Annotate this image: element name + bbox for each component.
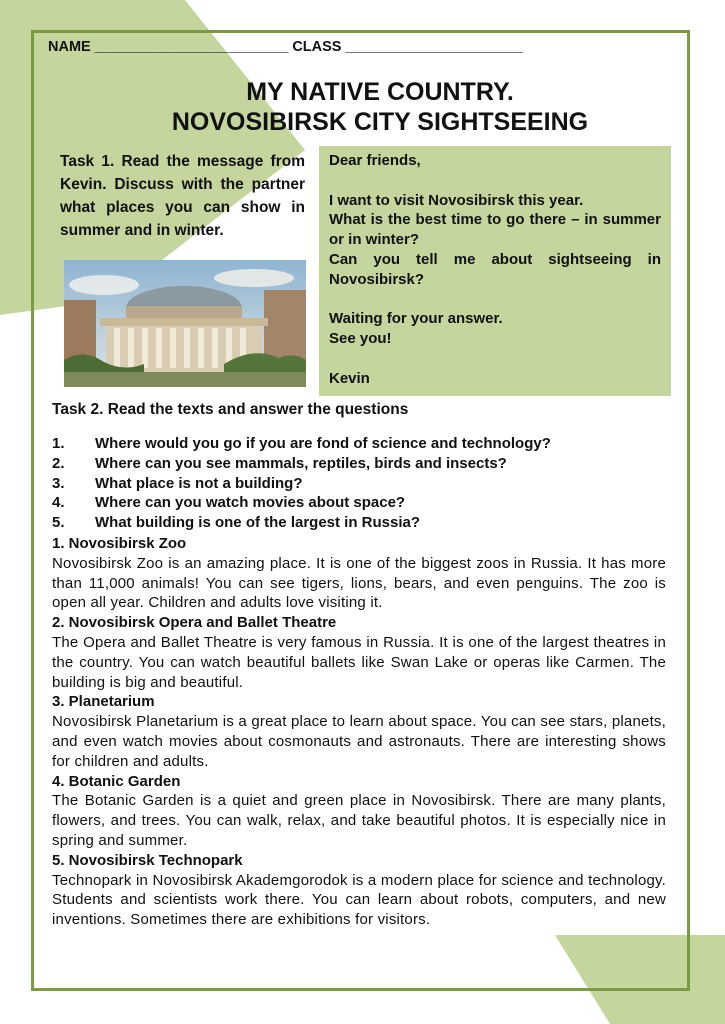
section-heading: 2. Novosibirsk Opera and Ballet Theatre (52, 614, 337, 632)
kevin-message (319, 146, 671, 396)
section-body: Novosibirsk Zoo is an amazing place. It is one of the biggest zoos in Russia. It has more than 11,000 animals! You can see tigers, lions, bears, and even penguins. The zoo is open all year. Children and adults love visiting it. (52, 554, 666, 612)
text-section-zoo (52, 534, 666, 613)
question-number: 5. (52, 514, 65, 532)
question-item (52, 435, 672, 455)
page-title-line2: NOVOSIBIRSK CITY SIGHTSEEING (171, 108, 589, 136)
text-section-botanic-garden (52, 772, 666, 851)
opera-theatre-photo (64, 260, 306, 387)
question-number: 4. (52, 494, 65, 512)
letter-line: I want to visit Novosibirsk this year. (329, 191, 584, 209)
text-section-opera (52, 613, 666, 692)
letter-line: Waiting for your answer. (329, 310, 503, 328)
section-body: The Opera and Ballet Theatre is very famous in Russia. It is one of the largest theatres in the country. You can watch beautiful ballets like Swan Lake or operas like Carmen. The building is big and beautiful. (52, 633, 666, 691)
question-number: 2. (52, 454, 65, 472)
question-text: What place is not a building? (95, 474, 303, 492)
letter-greeting: Dear friends, (329, 152, 421, 169)
question-text: Where can you watch movies about space? (95, 494, 406, 512)
text-section-planetarium (52, 692, 666, 771)
section-body: Novosibirsk Planetarium is a great place to learn about space. You can see stars, planets, and even watch movies about cosmonauts and astronauts. There are interesting shows for children and adults. (52, 713, 666, 770)
question-number: 3. (52, 474, 65, 492)
letter-line: See you! (329, 330, 392, 348)
question-item (52, 455, 672, 475)
reading-texts (52, 534, 666, 930)
question-item (52, 475, 672, 495)
class-blank: ______________________ (345, 39, 523, 55)
letter-line: What is the best time to go there – in summer or in winter? (329, 211, 661, 249)
letter-signature: Kevin (329, 369, 370, 387)
section-heading: 3. Planetarium (52, 693, 155, 711)
question-text: Where would you go if you are fond of science and technology? (95, 435, 551, 452)
section-body: Technopark in Novosibirsk Akademgorodok is a modern place for science and technology. Students and scientists work there. You can learn about robots, computers, and new inventions. Sometimes there are exhibitions for visitors. (52, 871, 666, 929)
student-info-line (48, 39, 523, 55)
task1-instruction: Task 1. Read the message from Kevin. Discuss with the partner what places you can show in summer and in winter. (60, 153, 305, 239)
name-blank: ________________________ (94, 39, 289, 55)
class-label: CLASS (292, 39, 342, 55)
page-title-line1: MY NATIVE COUNTRY. (246, 78, 514, 106)
text-section-technopark (52, 851, 666, 930)
section-heading: 5. Novosibirsk Technopark (52, 851, 243, 869)
section-body: The Botanic Garden is a quiet and green place in Novosibirsk. There are many plants, flowers, and trees. You can walk, relax, and take beautiful photos. It is especially nice in spring and summer. (52, 792, 666, 849)
question-item (52, 494, 672, 514)
question-text: What building is one of the largest in Russia? (95, 514, 421, 532)
question-item (52, 514, 672, 534)
question-number: 1. (52, 435, 65, 452)
task2-title: Task 2. Read the texts and answer the questions (52, 401, 409, 418)
question-text: Where can you see mammals, reptiles, birds and insects? (95, 454, 507, 472)
section-heading: 1. Novosibirsk Zoo (52, 535, 187, 552)
section-heading: 4. Botanic Garden (52, 772, 181, 790)
name-label: NAME (48, 39, 91, 55)
question-list (52, 435, 672, 534)
letter-line: Can you tell me about sightseeing in Novosibirsk? (329, 250, 661, 288)
